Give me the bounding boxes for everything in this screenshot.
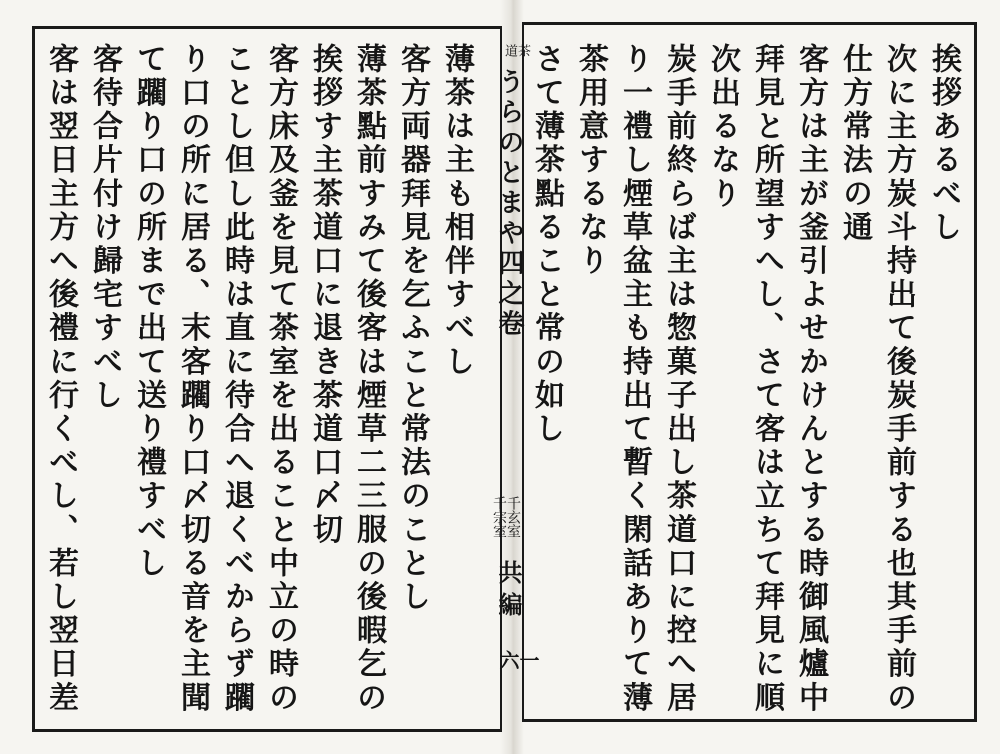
text-column: 客方は主が釜引よせかけんとする時御風爐中 <box>793 43 828 715</box>
text-column: 炭手前終らば主は惣菓子出し茶道口に控へ居 <box>661 43 696 715</box>
text-column: り口の所に居る、末客躙り口〆切る音を主聞 <box>175 43 210 715</box>
text-column: 拜見と所望すへし、さて客は立ちて拜見に順 <box>749 43 784 715</box>
center-margin <box>488 44 540 684</box>
text-column: さて薄茶點ること常の如し <box>529 43 564 447</box>
text-column: 次に主方炭斗持出て後炭手前する也其手前の <box>881 43 916 715</box>
text-column: 客方両器拜見を乞ふこと常法のことし <box>395 43 430 615</box>
author-names: 千玄室 千宗室 <box>491 496 521 538</box>
text-column: 次出るなり <box>705 43 740 211</box>
text-column: 挨拶す主茶道口に退き茶道口〆切 <box>307 43 342 547</box>
text-column: 客方床及釜を見て茶室を出ること中立の時の <box>263 43 298 715</box>
text-column: て躙り口の所まで出て送り禮すべし <box>131 43 166 581</box>
text-column: り一禮し煙草盆主も持出て暫く閑話ありて薄 <box>617 43 652 715</box>
text-column: 客は翌日主方へ後禮に行くべし、若し翌日差 <box>43 43 78 715</box>
text-column: 茶用意するなり <box>573 43 608 279</box>
text-column: 薄茶點前すみて後客は煙草二三服の後暇乞の <box>351 43 386 715</box>
text-column: 薄茶は主も相伴すべし <box>439 43 474 379</box>
text-column: ことし但し此時は直に待合へ退くべからず躙 <box>219 43 254 715</box>
text-column: 客待合片付け歸宅すべし <box>87 43 122 413</box>
book-title: うらのとまや四之卷 <box>494 68 524 340</box>
text-column: 仕方常法の通 <box>837 43 872 245</box>
edited-label: 共編 <box>494 560 523 624</box>
category-label: 茶 道 <box>502 44 530 57</box>
text-column: 挨拶あるべし <box>926 43 961 245</box>
page-number: 一六 <box>496 650 540 670</box>
